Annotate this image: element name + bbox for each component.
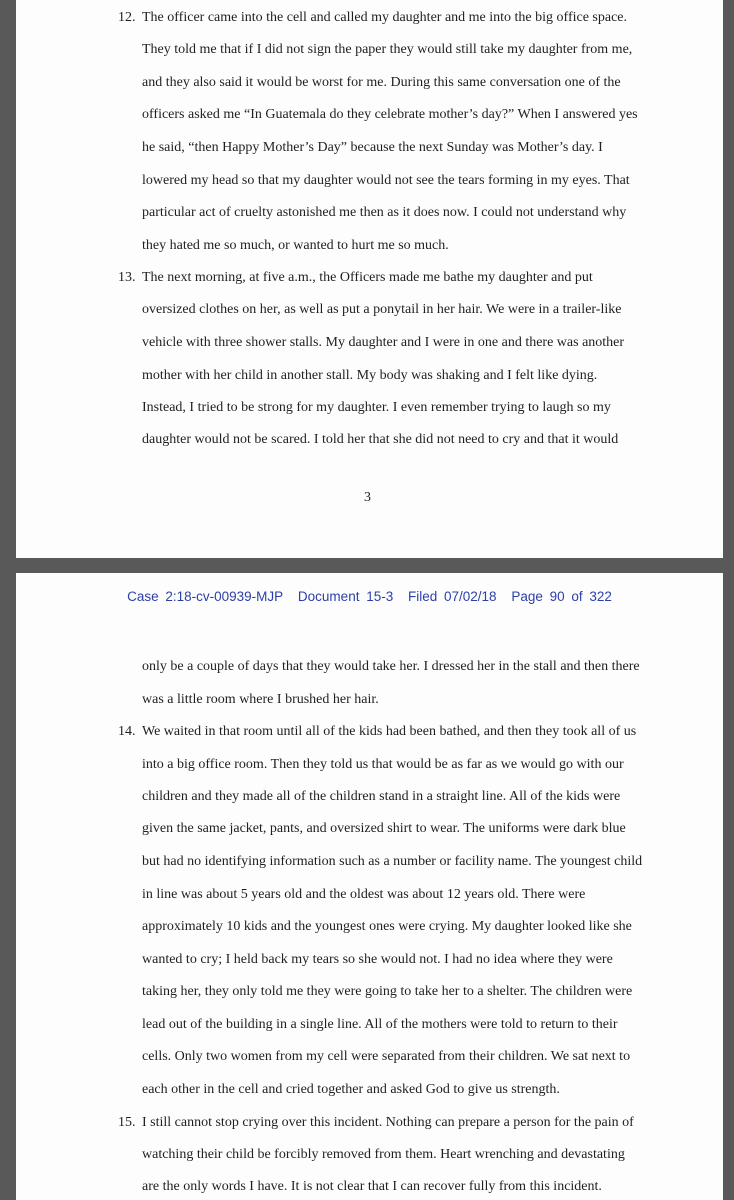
paragraph-12-line-2: They told me that if I did not sign the paper they would still take my daughter from me, [142,42,633,57]
paragraph-14-line-2: into a big office room. Then they told us that would be as far as we would go with our [142,757,624,772]
document-page-3 [16,0,723,558]
paragraph-14-line-7: approximately 10 kids and the youngest ones were crying. My daughter looked like she [142,919,632,934]
paragraph-13-line-6: daughter would not be scared. I told her that she did not need to cry and that it would [142,432,619,447]
continuation-line-1: only be a couple of days that they would take her. I dressed her in the stall and then there [142,659,640,674]
paragraph-14-line-4: given the same jacket, pants, and oversized shirt to wear. The uniforms were dark blue [142,821,626,836]
paragraph-15-line-2: watching their child be forcibly removed from them. Heart wrenching and devastating [142,1147,625,1162]
paragraph-13-line-4: mother with her child in another stall. My body was shaking and I felt like dying. [142,368,598,383]
paragraph-14-line-11: cells. Only two women from my cell were separated from their children. We sat next to [142,1049,631,1064]
paragraph-14-line-1: We waited in that room until all of the kids had been bathed, and then they took all of us [142,724,637,739]
paragraph-13-line-3: vehicle with three shower stalls. My daughter and I were in one and there was another [142,335,625,350]
case-number: Case 2:18-cv-00939-MJP [127,589,284,604]
filed-date: Filed 07/02/18 [408,589,497,604]
paragraph-12-line-8: they hated me so much, or wanted to hurt me so much. [142,238,449,253]
paragraph-13-line-1: The next morning, at five a.m., the Officers made me bathe my daughter and put [142,270,593,285]
paragraph-14-line-8: wanted to cry; I held back my tears so she would not. I had no idea where they were [142,952,613,967]
paragraph-12-line-6: lowered my head so that my daughter would not see the tears forming in my eyes. That [142,173,630,188]
paragraph-14-line-3: children and they made all of the children stand in a straight line. All of the kids were [142,789,621,804]
paragraph-14-line-9: taking her, they only told me they were going to take her to a shelter. The children were [142,984,633,999]
court-filing-header [16,588,723,606]
paragraph-12-line-7: particular act of cruelty astonished me then as it does now. I could not understand why [142,205,627,220]
paragraph-14-line-5: but had no identifying information such as a number or facility name. The youngest child [142,854,643,869]
paragraph-12-line-4: officers asked me “In Guatemala do they celebrate mother’s day?” When I answered yes [142,107,638,122]
paragraph-14-line-10: lead out of the building in a single line. All of the mothers were told to return to their [142,1017,618,1032]
paragraph-13-number: 13. [118,270,136,285]
document-page-90 [16,573,723,1200]
paragraph-15-number: 15. [118,1115,136,1130]
paragraph-15-line-1: I still cannot stop crying over this incident. Nothing can prepare a person for the pain of [142,1115,634,1130]
paragraph-13-line-2: oversized clothes on her, as well as put a ponytail in her hair. We were in a trailer-like [142,302,622,317]
continuation-line-2: was a little room where I brushed her hair. [142,692,379,707]
paragraph-14-line-12: each other in the cell and cried together and asked God to give us strength. [142,1082,560,1097]
paragraph-12-line-5: he said, “then Happy Mother’s Day” because the next Sunday was Mother’s day. I [142,140,603,155]
paragraph-15-line-3: are the only words I have. It is not clear that I can recover fully from this incident. [142,1179,602,1194]
document-number: Document 15-3 [297,589,394,604]
paragraph-12-line-1: The officer came into the cell and called my daughter and me into the big office space. [142,10,628,25]
paragraph-13-line-5: Instead, I tried to be strong for my daughter. I even remember trying to laugh so my [142,400,611,415]
paragraph-14-line-6: in line was about 5 years old and the oldest was about 12 years old. There were [142,887,586,902]
paragraph-14-number: 14. [118,724,136,739]
paragraph-12-line-3: and they also said it would be worst for me. During this same conversation one of the [142,75,621,90]
paragraph-12-number: 12. [118,10,136,25]
page-count: Page 90 of 322 [511,589,612,604]
page-number: 3 [364,490,371,505]
